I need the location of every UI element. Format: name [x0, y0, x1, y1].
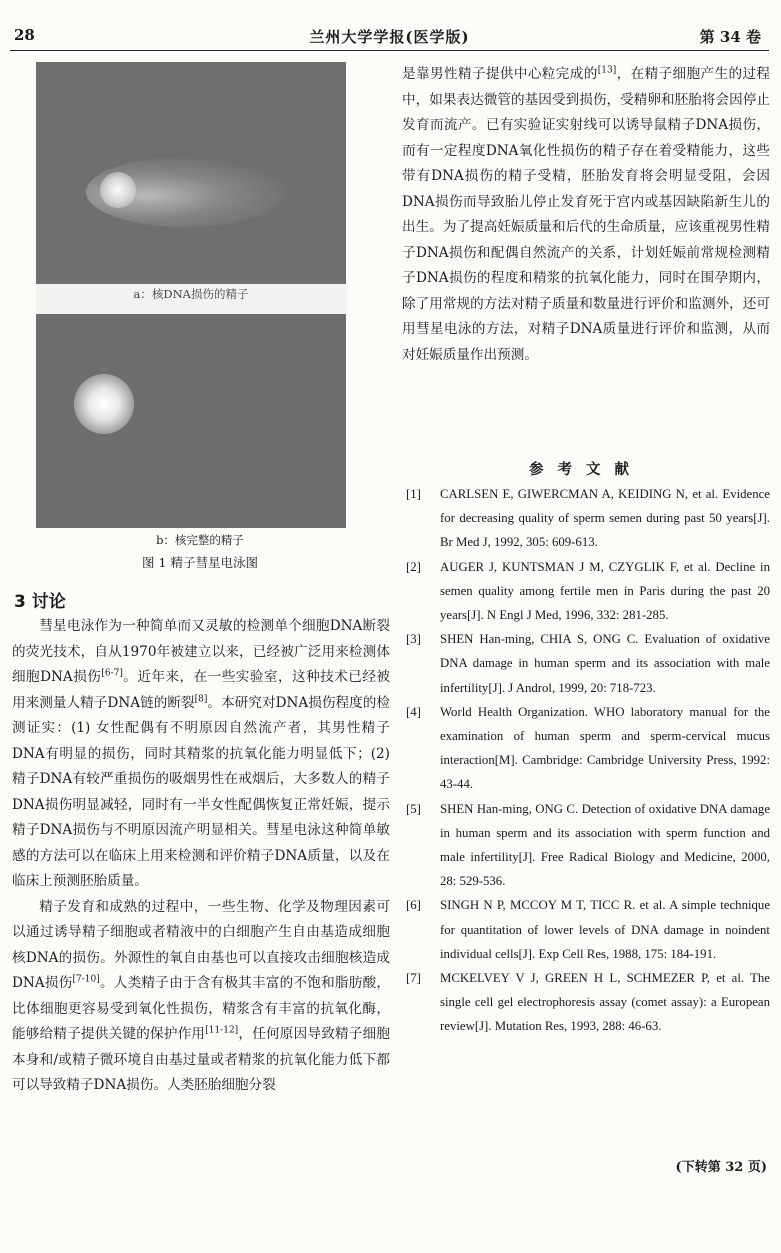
- reference-item: [1] CARLSEN E, GIWERCMAN A, KEIDING N, et al. Evidence for decreasing quality of sperm semen during past 50 years[J]. Br Med J, 1992, 305: 609-613.: [406, 487, 770, 550]
- caption-a: a：核DNA损伤的精子: [133, 287, 249, 301]
- reference-item: [6] SINGH N P, MCCOY M T, TICC R. et al. A simple technique for quantitation of lower levels of DNA damage in noindent individual cells[J]. Exp Cell Res, 1988, 175: 184-191.: [406, 898, 770, 961]
- caption-b: b：核完整的精子: [156, 533, 244, 547]
- header-rule: [10, 50, 769, 51]
- reference-item: [2] AUGER J, KUNTSMAN J M, CZYGLIK F, et al. Decline in semen quality among fertile men in Paris during the past 20 years[J]. N Engl J Med, 1996, 332: 281-285.: [406, 559, 770, 623]
- references-heading: 参考文献: [529, 461, 643, 478]
- running-header: [10, 26, 769, 48]
- reference-item: [4] World Health Organization. WHO laboratory manual for the examination of human sperm and sperm-cervical mucus interaction[M]. Cambridge: Cambridge University Press, 1992: 43-44.: [406, 704, 770, 792]
- figure-title: 图 1 精子彗星电泳图: [142, 555, 258, 570]
- left-column-text: [12, 614, 390, 1099]
- section-heading: 3 讨论: [14, 592, 66, 612]
- comet-figure: [36, 62, 346, 528]
- comet-image-intact: [36, 314, 346, 528]
- continued-note: (下转第 32 页): [675, 1160, 767, 1175]
- paragraph: 是靠男性精子提供中心粒完成的[13]，在精子细胞产生的过程中，如果表达微管的基因受到损伤，受精卵和胚胎将会因停止发育而流产。已有实验证实射线可以诱导鼠精子DNA损伤，而有一定程度DNA氧化性损伤的精子存在着受精能力，这些带有DNA损伤的精子受精，胚胎发育将会明显受阻，会因DNA损伤而导致胎儿停止发育死于宫内或基因缺陷新生儿的出生。为了提高妊娠质量和后代的生命质量，应该重视男性精子DNA损伤和配偶自然流产的关系，计划妊娠前常规检测精子DNA损伤的程度和精浆的抗氧化能力，同时在围孕期内，除了用常规的方法对精子质量和数量进行评价和监测外，还可用彗星电泳的方法，对精子DNA质量进行评价和监测，从而对妊娠质量作出预测。: [402, 65, 771, 363]
- right-column-text: [402, 62, 770, 368]
- reference-list: [402, 482, 770, 1039]
- comet-image-damaged: [36, 62, 346, 284]
- intact-nucleus: [74, 374, 134, 434]
- reference-item: [3] SHEN Han-ming, CHIA S, ONG C. Evaluation of oxidative DNA damage in human sperm and its association with male infertility[J]. J Androl, 1999, 20: 718-723.: [406, 632, 770, 695]
- comet-head: [100, 172, 136, 208]
- page-number: 28: [14, 26, 35, 44]
- reference-item: [7] MCKELVEY V J, GREEN H L, SCHMEZER P, et al. The single cell gel electrophoresis assay (comet assay): a European review[J]. Mutation Res, 1993, 288: 46-63.: [406, 971, 770, 1034]
- reference-item: [5] SHEN Han-ming, ONG C. Detection of oxidative DNA damage in human sperm and its association with sperm function and male infertility[J]. Free Radical Biology and Medicine, 2000, 28: 529-536.: [406, 801, 770, 889]
- volume-label: 第 34 卷: [699, 28, 761, 46]
- journal-title: 兰州大学学报(医学版): [309, 28, 470, 46]
- paragraph: 精子发育和成熟的过程中，一些生物、化学及物理因素可以通过诱导精子细胞或者精液中的白细胞产生自由基造成细胞核DNA的损伤。外源性的氧自由基也可以直接攻击细胞核造成DNA损伤[7-10]。人类精子由于含有极其丰富的不饱和脂肪酸，比体细胞更容易受到氧化性损伤，精浆含有丰富的抗氧化酶，能够给精子提供关键的保护作用[11-12]，任何原因导致精子细胞本身和/或精子微环境自由基过量或者精浆的抗氧化能力低下都可以导致精子DNA损伤。人类胚胎细胞分裂: [12, 898, 391, 1093]
- paragraph: 彗星电泳作为一种简单而又灵敏的检测单个细胞DNA断裂的荧光技术，自从1970年被建立以来，已经被广泛用来检测体细胞DNA损伤[6-7]。近年来，在一些实验室，这种技术已经被用来测量人精子DNA链的断裂[8]。本研究对DNA损伤程度的检测证实：(1) 女性配偶有不明原因自然流产者，其男性精子DNA有明显的损伤，同时其精浆的抗氧化能力明显低下；(2) 精子DNA有较严重损伤的吸烟男性在戒烟后，大多数人的精子DNA损伤明显减轻，同时有一半女性配偶恢复正常妊娠，提示精子DNA损伤与不明原因流产明显相关。彗星电泳这种简单敏感的方法可以在临床上用来检测和评价精子DNA质量，以及在临床上预测胚胎质量。: [12, 618, 390, 889]
